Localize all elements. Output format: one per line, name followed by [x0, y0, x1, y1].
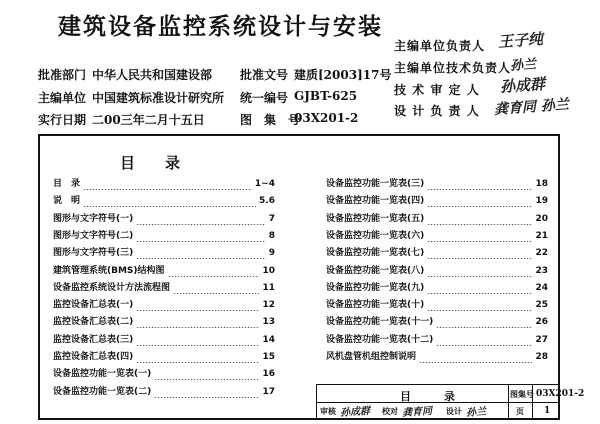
toc-entry	[53, 195, 275, 207]
title-block-check-signature: 龚育同	[401, 405, 433, 419]
title-block-review-label: 审核	[320, 406, 336, 416]
toc-entry	[326, 299, 548, 311]
toc-entry-leader	[427, 213, 532, 225]
title-block-atlas-label: 图集号	[510, 389, 534, 399]
toc-entry-label: 设备监控功能一览表(十二)	[326, 334, 434, 345]
toc-entry-label: 设备监控功能一览表(七)	[326, 248, 425, 259]
toc-entry-leader	[83, 178, 252, 190]
toc-entry-leader	[136, 247, 266, 259]
toc-entry	[53, 230, 275, 242]
toc-entry	[53, 316, 275, 328]
tech-lead-signature: 孙兰	[509, 57, 537, 74]
toc-entry-leader	[427, 247, 532, 259]
title-block-left-line	[316, 384, 317, 420]
toc-entry-leader	[136, 299, 259, 311]
approval-dept-value: 中华人民共和国建设部	[92, 68, 213, 82]
tech-reviewer-label: 技 术 审 定 人	[394, 83, 480, 97]
toc-entry	[326, 178, 548, 190]
toc-entry-leader	[419, 351, 532, 363]
toc-entry-leader	[136, 316, 259, 328]
toc-entry-label: 设备监控功能一览表(一)	[53, 369, 152, 380]
toc-entry-leader	[427, 230, 532, 242]
toc-entry-page: 21	[535, 230, 548, 241]
title-block-review-signature: 孙成群	[339, 405, 371, 419]
toc-entry-label: 建筑管理系统(BMS)结构图	[53, 265, 165, 276]
toc-entry-label: 设备监控功能一览表(九)	[326, 282, 425, 293]
toc-entry-leader	[136, 334, 259, 346]
toc-entry-label: 设备监控功能一览表(十)	[326, 300, 425, 311]
toc-entry-label: 设备监控功能一览表(八)	[326, 265, 425, 276]
title-block-design-label: 设计	[446, 406, 462, 416]
toc-heading: 目 录	[120, 154, 181, 172]
toc-entry	[53, 282, 275, 294]
toc-entry-label: 设备监控功能一览表(十一)	[326, 317, 434, 328]
toc-entry-leader	[154, 368, 259, 380]
toc-entry-page: 26	[535, 317, 548, 328]
toc-entry-label: 监控设备汇总表(四)	[53, 352, 134, 362]
tech-reviewer-signature: 孙成群	[499, 74, 546, 96]
title-block-atlas-value: 03X201-2	[536, 389, 585, 399]
toc-entry-leader	[427, 282, 532, 294]
toc-entry-label: 设备监控系统设计方法流程图	[53, 282, 171, 293]
toc-entry-page: 14	[262, 334, 275, 345]
toc-entry-leader	[427, 195, 532, 207]
title-block-divider-1	[508, 384, 509, 420]
toc-entry	[53, 299, 275, 311]
toc-entry-page: 25	[535, 300, 548, 311]
toc-entry-label: 设备监控功能一览表(六)	[326, 230, 425, 241]
toc-entry	[53, 265, 275, 277]
toc-entry-page: 13	[262, 317, 275, 328]
unit-lead-label: 主编单位负责人	[394, 39, 486, 53]
toc-entry-label: 目 录	[53, 179, 81, 189]
toc-entry-label: 监控设备汇总表(二)	[53, 317, 134, 328]
toc-entry	[326, 195, 548, 207]
toc-entry	[326, 230, 548, 242]
toc-entry-page: 19	[535, 196, 548, 207]
toc-entry-page: 15	[262, 352, 275, 362]
toc-entry	[53, 213, 275, 225]
toc-entry-label: 监控设备汇总表(三)	[53, 334, 134, 345]
toc-entry	[326, 213, 548, 225]
title-block-top-line	[316, 384, 560, 385]
approval-date-label: 实行日期	[38, 113, 87, 127]
toc-entry-page: 10	[262, 265, 275, 276]
title-block-page-label: 页	[516, 406, 524, 416]
approval-atlas-label: 图 集 号	[240, 113, 301, 127]
toc-entry-page: 7	[268, 213, 275, 224]
toc-entry-page: 23	[535, 265, 548, 276]
toc-entry-leader	[427, 178, 532, 190]
toc-entry	[326, 282, 548, 294]
toc-entry	[53, 368, 275, 380]
toc-entry	[326, 265, 548, 277]
toc-entry-label: 风机盘管机组控制说明	[326, 352, 417, 362]
design-lead-signature: 龚育同 孙兰	[493, 96, 570, 118]
toc-entry-leader	[436, 334, 532, 346]
toc-entry-leader	[436, 316, 532, 328]
title-block-design-signature: 孙兰	[465, 406, 487, 419]
toc-entry	[53, 386, 275, 398]
toc-entry	[53, 247, 275, 259]
toc-entry-leader	[154, 386, 259, 398]
toc-entry	[53, 178, 275, 190]
toc-entry-leader	[427, 299, 532, 311]
toc-entry	[326, 247, 548, 259]
toc-entry-label: 设备监控功能一览表(二)	[53, 386, 152, 397]
toc-entry-page: 22	[535, 248, 548, 259]
toc-entry-leader	[136, 213, 266, 225]
toc-entry-page: 9	[268, 248, 275, 259]
approval-code-value: GJBT-625	[294, 89, 358, 103]
approval-doc-label: 批准文号	[240, 68, 289, 82]
toc-entry-label: 设备监控功能一览表(五)	[326, 213, 425, 224]
toc-entry	[326, 334, 548, 346]
toc-entry-leader	[83, 195, 256, 207]
toc-entry-leader	[427, 265, 532, 277]
approval-org-label: 主编单位	[38, 91, 87, 105]
toc-entry-leader	[136, 230, 266, 242]
approval-org-value: 中国建筑标准设计研究所	[92, 91, 225, 105]
approval-dept-label: 批准部门	[38, 68, 87, 82]
toc-entry-page: 5.6	[259, 196, 275, 207]
toc-entry-page: 18	[535, 179, 548, 189]
toc-entry-leader	[136, 351, 259, 363]
toc-entry-page: 12	[262, 300, 275, 311]
toc-entry-page: 16	[262, 369, 275, 380]
toc-entry-page: 24	[535, 282, 548, 293]
toc-entry-leader	[168, 265, 259, 277]
design-lead-label: 设 计 负 责 人	[394, 104, 480, 118]
toc-entry	[326, 316, 548, 328]
approval-atlas-value: 03X201-2	[294, 111, 359, 125]
toc-entry-label: 图形与文字符号(三)	[53, 248, 134, 259]
toc-entry-leader	[173, 282, 259, 294]
toc-entry	[53, 334, 275, 346]
toc-entry-label: 图形与文字符号(二)	[53, 230, 134, 241]
toc-entry-label: 说 明	[53, 196, 81, 207]
toc-entry-label: 图形与文字符号(一)	[53, 213, 134, 224]
atlas-title: 建筑设备监控系统设计与安装	[58, 13, 383, 40]
tech-lead-label: 主编单位技术负责人	[394, 61, 512, 75]
toc-entry-label: 监控设备汇总表(一)	[53, 300, 134, 311]
approval-date-value: 二00三年二月十五日	[92, 113, 205, 127]
title-block-page-value: 1	[544, 406, 551, 416]
toc-entry-page: 27	[535, 334, 548, 345]
title-block-name: 目 录	[400, 390, 455, 403]
approval-doc-value: 建质[2003]17号	[294, 68, 392, 82]
unit-lead-signature: 王子纯	[497, 29, 544, 51]
toc-entry-page: 17	[262, 386, 275, 397]
toc-entry-page: 1~4	[254, 179, 275, 189]
title-block-check-label: 校对	[382, 406, 398, 416]
toc-entry-label: 设备监控功能一览表(三)	[326, 179, 425, 189]
toc-entry-page: 11	[262, 282, 275, 293]
toc-entry-page: 20	[535, 213, 548, 224]
toc-entry-page: 28	[535, 352, 548, 362]
approval-code-label: 统一编号	[240, 91, 289, 105]
toc-entry	[326, 351, 548, 363]
toc-entry	[53, 351, 275, 363]
toc-entry-page: 8	[268, 230, 275, 241]
toc-entry-label: 设备监控功能一览表(四)	[326, 196, 425, 207]
